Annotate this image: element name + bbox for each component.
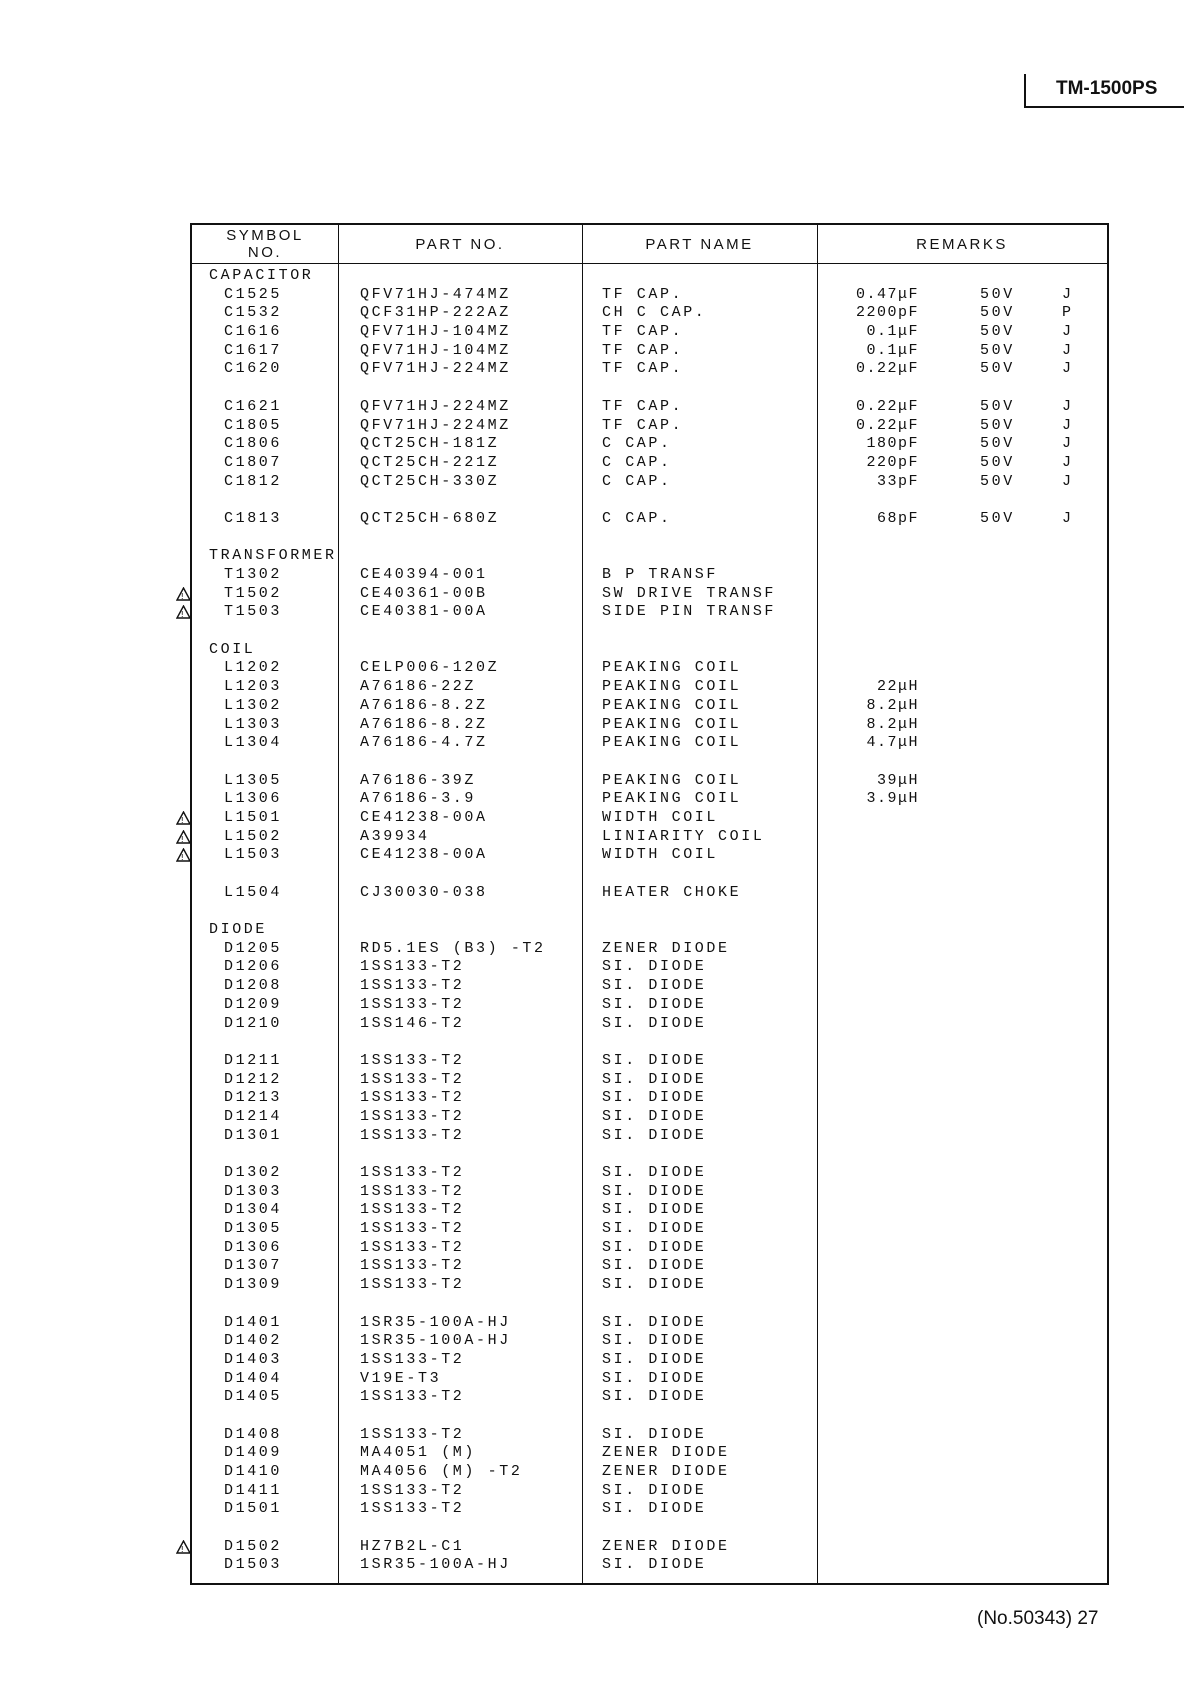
part-no: A76186-8.2Z bbox=[360, 696, 488, 714]
remark-grade: J bbox=[1062, 323, 1074, 341]
table-row bbox=[180, 1537, 1107, 1557]
part-name: SI. DIODE bbox=[602, 1481, 707, 1499]
part-no: 1SS133-T2 bbox=[360, 1276, 465, 1294]
header-remarks: REMARKS bbox=[916, 236, 1008, 253]
part-name: SI. DIODE bbox=[602, 1388, 707, 1406]
remark-value: 2200pF bbox=[855, 304, 919, 322]
remark-grade: J bbox=[1062, 397, 1074, 415]
category-label: TRANSFORMER bbox=[209, 547, 337, 565]
symbol-no: C1621 bbox=[224, 397, 283, 415]
symbol-no: D1210 bbox=[224, 1014, 283, 1032]
remark-voltage: 50V bbox=[980, 435, 1015, 453]
category-heading bbox=[192, 641, 1107, 660]
table-row bbox=[192, 996, 1107, 1015]
part-no: 1SS133-T2 bbox=[360, 977, 465, 995]
part-no: MA4056 (M) -T2 bbox=[360, 1463, 523, 1480]
remark-grade: J bbox=[1062, 509, 1074, 527]
table-row bbox=[192, 417, 1107, 436]
symbol-no: L1305 bbox=[224, 771, 283, 789]
symbol-no: D1211 bbox=[224, 1051, 283, 1069]
part-no: V19E-T3 bbox=[360, 1369, 442, 1387]
table-row bbox=[192, 1239, 1107, 1258]
remark-value: 220pF bbox=[866, 453, 919, 471]
symbol-no: C1812 bbox=[224, 472, 283, 490]
remark-voltage: 50V bbox=[980, 285, 1015, 303]
safety-warning-icon bbox=[176, 1540, 191, 1554]
part-name: PEAKING COIL bbox=[602, 696, 742, 714]
part-name: SI. DIODE bbox=[602, 1556, 707, 1574]
table-row bbox=[192, 697, 1107, 716]
part-no: 1SS133-T2 bbox=[360, 1182, 465, 1200]
safety-warning-icon bbox=[176, 605, 191, 619]
part-name: TF CAP. bbox=[602, 397, 684, 415]
part-name: B P TRANSF bbox=[602, 566, 719, 583]
part-name: ZENER DIODE bbox=[602, 939, 730, 957]
table-row bbox=[192, 716, 1107, 735]
table-row bbox=[192, 790, 1107, 809]
svg-text:!: ! bbox=[180, 591, 187, 601]
remark-voltage: 50V bbox=[980, 472, 1015, 490]
table-row bbox=[192, 1052, 1107, 1071]
part-no: HZ7B2L-C1 bbox=[360, 1537, 465, 1555]
part-no: 1SS133-T2 bbox=[360, 1350, 465, 1368]
row-spacer bbox=[192, 1145, 1107, 1164]
symbol-no: D1307 bbox=[224, 1257, 283, 1275]
symbol-no: C1620 bbox=[224, 360, 283, 378]
symbol-no: D1402 bbox=[224, 1332, 283, 1350]
remark-value: 8.2μH bbox=[866, 715, 919, 733]
table-row bbox=[180, 584, 1107, 604]
part-no: CELP006-120Z bbox=[360, 659, 500, 677]
table-row bbox=[192, 510, 1107, 529]
part-name: SI. DIODE bbox=[602, 1276, 707, 1294]
remark-value: 33pF bbox=[876, 472, 919, 490]
symbol-no: L1303 bbox=[224, 715, 283, 733]
part-name: SI. DIODE bbox=[602, 1500, 707, 1518]
table-row bbox=[192, 473, 1107, 492]
header-divider bbox=[192, 263, 1107, 264]
symbol-no: D1404 bbox=[224, 1369, 283, 1387]
symbol-no: D1411 bbox=[224, 1481, 283, 1499]
part-no: 1SS133-T2 bbox=[360, 1220, 465, 1238]
symbol-no: D1214 bbox=[224, 1107, 283, 1125]
part-no: CE41238-00A bbox=[360, 846, 488, 864]
symbol-no: D1309 bbox=[224, 1276, 283, 1294]
part-no: CE40381-00A bbox=[360, 603, 488, 621]
part-no: QCT25CH-330Z bbox=[360, 472, 500, 490]
part-no: A39934 bbox=[360, 827, 430, 845]
part-no: QFV71HJ-224MZ bbox=[360, 397, 511, 415]
part-no: QFV71HJ-474MZ bbox=[360, 285, 511, 303]
part-no: 1SS133-T2 bbox=[360, 1481, 465, 1499]
remark-grade: J bbox=[1062, 416, 1074, 434]
remark-voltage: 50V bbox=[980, 509, 1015, 527]
table-row bbox=[192, 1015, 1107, 1034]
part-name: PEAKING COIL bbox=[602, 790, 742, 808]
part-name: ZENER DIODE bbox=[602, 1444, 730, 1462]
part-no: CE40394-001 bbox=[360, 566, 488, 583]
remark-voltage: 50V bbox=[980, 397, 1015, 415]
symbol-no: D1305 bbox=[224, 1220, 283, 1238]
symbol-no: D1213 bbox=[224, 1089, 283, 1107]
table-row bbox=[192, 323, 1107, 342]
part-no: 1SS133-T2 bbox=[360, 1388, 465, 1406]
table-row bbox=[192, 1444, 1107, 1463]
table-row bbox=[192, 977, 1107, 996]
symbol-no: D1410 bbox=[224, 1463, 283, 1480]
svg-text:!: ! bbox=[180, 610, 187, 620]
row-spacer bbox=[192, 902, 1107, 921]
remark-value: 0.1μF bbox=[866, 341, 919, 359]
part-name: TF CAP. bbox=[602, 285, 684, 303]
part-name: SI. DIODE bbox=[602, 1425, 707, 1443]
row-spacer bbox=[192, 529, 1107, 548]
remark-value: 0.22μF bbox=[855, 416, 919, 434]
part-name: SI. DIODE bbox=[602, 1369, 707, 1387]
svg-text:!: ! bbox=[180, 815, 187, 825]
symbol-no: D1405 bbox=[224, 1388, 283, 1406]
part-no: 1SS133-T2 bbox=[360, 995, 465, 1013]
part-name: TF CAP. bbox=[602, 360, 684, 378]
part-no: 1SS133-T2 bbox=[360, 1051, 465, 1069]
part-no: 1SS133-T2 bbox=[360, 1164, 465, 1181]
part-no: 1SS133-T2 bbox=[360, 1070, 465, 1088]
table-row bbox=[192, 1463, 1107, 1482]
symbol-no: D1206 bbox=[224, 958, 283, 976]
row-spacer bbox=[192, 491, 1107, 510]
symbol-no: C1805 bbox=[224, 416, 283, 434]
symbol-no: D1401 bbox=[224, 1313, 283, 1331]
remark-value: 22μH bbox=[876, 678, 919, 696]
part-no: QCT25CH-181Z bbox=[360, 435, 500, 453]
part-name: SI. DIODE bbox=[602, 1313, 707, 1331]
remark-grade: J bbox=[1062, 285, 1074, 303]
part-name: SI. DIODE bbox=[602, 958, 707, 976]
header-symbol-line2: NO. bbox=[247, 244, 283, 261]
part-no: A76186-3.9 bbox=[360, 790, 477, 808]
part-name: WIDTH COIL bbox=[602, 808, 719, 826]
part-name: SI. DIODE bbox=[602, 1350, 707, 1368]
part-no: A76186-22Z bbox=[360, 678, 477, 696]
part-no: RD5.1ES (B3) -T2 bbox=[360, 939, 546, 957]
part-name: C CAP. bbox=[602, 472, 672, 490]
symbol-no: T1302 bbox=[224, 566, 283, 583]
table-row bbox=[192, 659, 1107, 678]
table-row bbox=[180, 827, 1107, 847]
table-row bbox=[192, 454, 1107, 473]
row-spacer bbox=[192, 379, 1107, 398]
table-row bbox=[192, 1276, 1107, 1295]
table-row bbox=[192, 678, 1107, 697]
symbol-no: L1203 bbox=[224, 678, 283, 696]
table-row bbox=[192, 734, 1107, 753]
part-no: QFV71HJ-104MZ bbox=[360, 341, 511, 359]
row-spacer bbox=[192, 1295, 1107, 1314]
remark-value: 3.9μH bbox=[866, 790, 919, 808]
part-no: QFV71HJ-104MZ bbox=[360, 323, 511, 341]
part-name: SI. DIODE bbox=[602, 1126, 707, 1144]
table-row bbox=[192, 1089, 1107, 1108]
symbol-no: D1304 bbox=[224, 1201, 283, 1219]
symbol-no: L1202 bbox=[224, 659, 283, 677]
table-row bbox=[192, 1201, 1107, 1220]
page-footer: (No.50343) 27 bbox=[977, 1608, 1099, 1629]
part-name: C CAP. bbox=[602, 509, 672, 527]
part-name: SI. DIODE bbox=[602, 1257, 707, 1275]
table-row bbox=[180, 603, 1107, 622]
table-row bbox=[192, 1108, 1107, 1127]
model-number: TM-1500PS bbox=[1056, 78, 1158, 99]
table-row bbox=[192, 1500, 1107, 1519]
row-spacer bbox=[192, 865, 1107, 884]
part-name: C CAP. bbox=[602, 453, 672, 471]
table-row bbox=[192, 1127, 1107, 1146]
part-no: QCT25CH-680Z bbox=[360, 509, 500, 527]
symbol-no: L1501 bbox=[224, 808, 283, 826]
part-no: A76186-8.2Z bbox=[360, 715, 488, 733]
svg-text:!: ! bbox=[180, 834, 187, 844]
symbol-no: D1403 bbox=[224, 1350, 283, 1368]
remark-grade: J bbox=[1062, 360, 1074, 378]
row-spacer bbox=[192, 1407, 1107, 1426]
category-label: CAPACITOR bbox=[209, 267, 314, 284]
part-name: SIDE PIN TRANSF bbox=[602, 603, 777, 621]
safety-warning-icon bbox=[176, 848, 191, 862]
part-no: 1SR35-100A-HJ bbox=[360, 1332, 511, 1350]
category-heading bbox=[192, 267, 1107, 286]
part-name: HEATER CHOKE bbox=[602, 883, 742, 901]
table-row bbox=[192, 1556, 1107, 1575]
part-name: SI. DIODE bbox=[602, 1220, 707, 1238]
symbol-no: L1503 bbox=[224, 846, 283, 864]
table-row bbox=[192, 286, 1107, 305]
part-name: PEAKING COIL bbox=[602, 678, 742, 696]
part-name: PEAKING COIL bbox=[602, 715, 742, 733]
part-name: SI. DIODE bbox=[602, 1089, 707, 1107]
category-label: DIODE bbox=[209, 921, 268, 939]
part-name: SI. DIODE bbox=[602, 1201, 707, 1219]
model-tag bbox=[1024, 74, 1184, 108]
row-spacer bbox=[192, 1519, 1107, 1538]
table-row bbox=[192, 304, 1107, 323]
remark-voltage: 50V bbox=[980, 304, 1015, 322]
header-symbol-line1: SYMBOL bbox=[226, 227, 304, 244]
part-no: 1SR35-100A-HJ bbox=[360, 1313, 511, 1331]
symbol-no: D1408 bbox=[224, 1425, 283, 1443]
remark-value: 4.7μH bbox=[866, 734, 919, 752]
table-row bbox=[192, 360, 1107, 379]
part-name: PEAKING COIL bbox=[602, 771, 742, 789]
part-no: 1SS133-T2 bbox=[360, 1201, 465, 1219]
part-no: A76186-4.7Z bbox=[360, 734, 488, 752]
part-name: PEAKING COIL bbox=[602, 659, 742, 677]
table-row bbox=[192, 940, 1107, 959]
part-name: SI. DIODE bbox=[602, 1051, 707, 1069]
symbol-no: T1502 bbox=[224, 584, 283, 602]
category-heading bbox=[192, 921, 1107, 940]
part-no: 1SS146-T2 bbox=[360, 1014, 465, 1032]
part-no: QCF31HP-222AZ bbox=[360, 304, 511, 322]
symbol-no: D1212 bbox=[224, 1070, 283, 1088]
table-row bbox=[192, 1257, 1107, 1276]
symbol-no: C1617 bbox=[224, 341, 283, 359]
category-label: COIL bbox=[209, 640, 256, 658]
part-name: SW DRIVE TRANSF bbox=[602, 584, 777, 602]
table-row bbox=[192, 1220, 1107, 1239]
remark-grade: J bbox=[1062, 341, 1074, 359]
part-no: CJ30030-038 bbox=[360, 883, 488, 901]
part-name: CH C CAP. bbox=[602, 304, 707, 322]
row-spacer bbox=[192, 622, 1107, 641]
part-name: ZENER DIODE bbox=[602, 1463, 730, 1480]
table-row bbox=[192, 1388, 1107, 1407]
remark-value: 0.47μF bbox=[855, 285, 919, 303]
symbol-no: D1205 bbox=[224, 939, 283, 957]
table-row bbox=[192, 1183, 1107, 1202]
remark-grade: J bbox=[1062, 435, 1074, 453]
part-no: 1SS133-T2 bbox=[360, 1257, 465, 1275]
table-row bbox=[192, 1426, 1107, 1445]
symbol-no: L1502 bbox=[224, 827, 283, 845]
part-name: PEAKING COIL bbox=[602, 734, 742, 752]
part-no: A76186-39Z bbox=[360, 771, 477, 789]
part-name: SI. DIODE bbox=[602, 977, 707, 995]
parts-table bbox=[180, 223, 1109, 1585]
part-name: WIDTH COIL bbox=[602, 846, 719, 864]
table-row bbox=[180, 808, 1107, 828]
table-row bbox=[192, 1314, 1107, 1333]
remark-voltage: 50V bbox=[980, 453, 1015, 471]
table-row bbox=[192, 1370, 1107, 1389]
table-body bbox=[180, 267, 1107, 1575]
table-row bbox=[192, 342, 1107, 361]
symbol-no: T1503 bbox=[224, 603, 283, 621]
symbol-no: C1807 bbox=[224, 453, 283, 471]
part-no: 1SS133-T2 bbox=[360, 1089, 465, 1107]
symbol-no: C1616 bbox=[224, 323, 283, 341]
remark-value: 0.1μF bbox=[866, 323, 919, 341]
symbol-no: D1501 bbox=[224, 1500, 283, 1518]
header-symbol-no bbox=[192, 227, 338, 261]
safety-warning-icon bbox=[176, 830, 191, 844]
remark-voltage: 50V bbox=[980, 360, 1015, 378]
table-row bbox=[192, 566, 1107, 585]
part-name: SI. DIODE bbox=[602, 1014, 707, 1032]
svg-text:!: ! bbox=[180, 853, 187, 863]
safety-warning-icon bbox=[176, 587, 191, 601]
part-no: 1SR35-100A-HJ bbox=[360, 1556, 511, 1574]
part-no: QCT25CH-221Z bbox=[360, 453, 500, 471]
part-no: 1SS133-T2 bbox=[360, 958, 465, 976]
remark-voltage: 50V bbox=[980, 341, 1015, 359]
remark-grade: J bbox=[1062, 453, 1074, 471]
header-part-name: PART NAME bbox=[645, 236, 754, 253]
part-name: TF CAP. bbox=[602, 416, 684, 434]
row-spacer bbox=[192, 1033, 1107, 1052]
symbol-no: D1208 bbox=[224, 977, 283, 995]
table-row bbox=[192, 1482, 1107, 1501]
symbol-no: D1302 bbox=[224, 1164, 283, 1181]
row-spacer bbox=[192, 753, 1107, 772]
part-name: SI. DIODE bbox=[602, 1332, 707, 1350]
symbol-no: D1303 bbox=[224, 1182, 283, 1200]
symbol-no: D1503 bbox=[224, 1556, 283, 1574]
svg-text:!: ! bbox=[180, 1544, 187, 1554]
part-no: 1SS133-T2 bbox=[360, 1238, 465, 1256]
part-name: ZENER DIODE bbox=[602, 1537, 730, 1555]
symbol-no: C1525 bbox=[224, 285, 283, 303]
remark-grade: P bbox=[1062, 304, 1074, 322]
table-row bbox=[192, 884, 1107, 903]
table-row bbox=[192, 1332, 1107, 1351]
remark-value: 39μH bbox=[876, 771, 919, 789]
symbol-no: C1806 bbox=[224, 435, 283, 453]
symbol-no: C1813 bbox=[224, 509, 283, 527]
remark-value: 180pF bbox=[866, 435, 919, 453]
table-row bbox=[192, 398, 1107, 417]
remark-voltage: 50V bbox=[980, 323, 1015, 341]
remark-voltage: 50V bbox=[980, 416, 1015, 434]
header-part-no: PART NO. bbox=[415, 236, 505, 253]
part-name: C CAP. bbox=[602, 435, 672, 453]
symbol-no: L1306 bbox=[224, 790, 283, 808]
part-name: TF CAP. bbox=[602, 323, 684, 341]
part-no: CE40361-00B bbox=[360, 584, 488, 602]
symbol-no: D1209 bbox=[224, 995, 283, 1013]
part-no: MA4051 (M) bbox=[360, 1444, 477, 1462]
part-no: 1SS133-T2 bbox=[360, 1500, 465, 1518]
part-name: SI. DIODE bbox=[602, 1164, 707, 1181]
part-no: 1SS133-T2 bbox=[360, 1126, 465, 1144]
part-name: SI. DIODE bbox=[602, 1182, 707, 1200]
part-name: SI. DIODE bbox=[602, 995, 707, 1013]
table-row bbox=[180, 846, 1107, 865]
remark-value: 68pF bbox=[876, 509, 919, 527]
part-no: 1SS133-T2 bbox=[360, 1107, 465, 1125]
part-no: 1SS133-T2 bbox=[360, 1425, 465, 1443]
symbol-no: L1504 bbox=[224, 883, 283, 901]
part-name: SI. DIODE bbox=[602, 1238, 707, 1256]
safety-warning-icon bbox=[176, 811, 191, 825]
table-row bbox=[192, 435, 1107, 454]
symbol-no: D1306 bbox=[224, 1238, 283, 1256]
symbol-no: C1532 bbox=[224, 304, 283, 322]
remark-value: 0.22μF bbox=[855, 397, 919, 415]
part-no: CE41238-00A bbox=[360, 808, 488, 826]
symbol-no: D1409 bbox=[224, 1444, 283, 1462]
symbol-no: D1301 bbox=[224, 1126, 283, 1144]
remark-value: 0.22μF bbox=[855, 360, 919, 378]
remark-value: 8.2μH bbox=[866, 696, 919, 714]
symbol-no: L1304 bbox=[224, 734, 283, 752]
table-row bbox=[192, 958, 1107, 977]
part-name: LINIARITY COIL bbox=[602, 827, 765, 845]
table-row bbox=[192, 1351, 1107, 1370]
remark-grade: J bbox=[1062, 472, 1074, 490]
symbol-no: D1502 bbox=[224, 1537, 283, 1555]
table-row bbox=[192, 772, 1107, 791]
table-row bbox=[192, 1164, 1107, 1183]
part-no: QFV71HJ-224MZ bbox=[360, 360, 511, 378]
table-row bbox=[192, 1071, 1107, 1090]
part-name: SI. DIODE bbox=[602, 1107, 707, 1125]
part-name: SI. DIODE bbox=[602, 1070, 707, 1088]
part-no: QFV71HJ-224MZ bbox=[360, 416, 511, 434]
part-name: TF CAP. bbox=[602, 341, 684, 359]
symbol-no: L1302 bbox=[224, 696, 283, 714]
category-heading bbox=[192, 547, 1107, 566]
